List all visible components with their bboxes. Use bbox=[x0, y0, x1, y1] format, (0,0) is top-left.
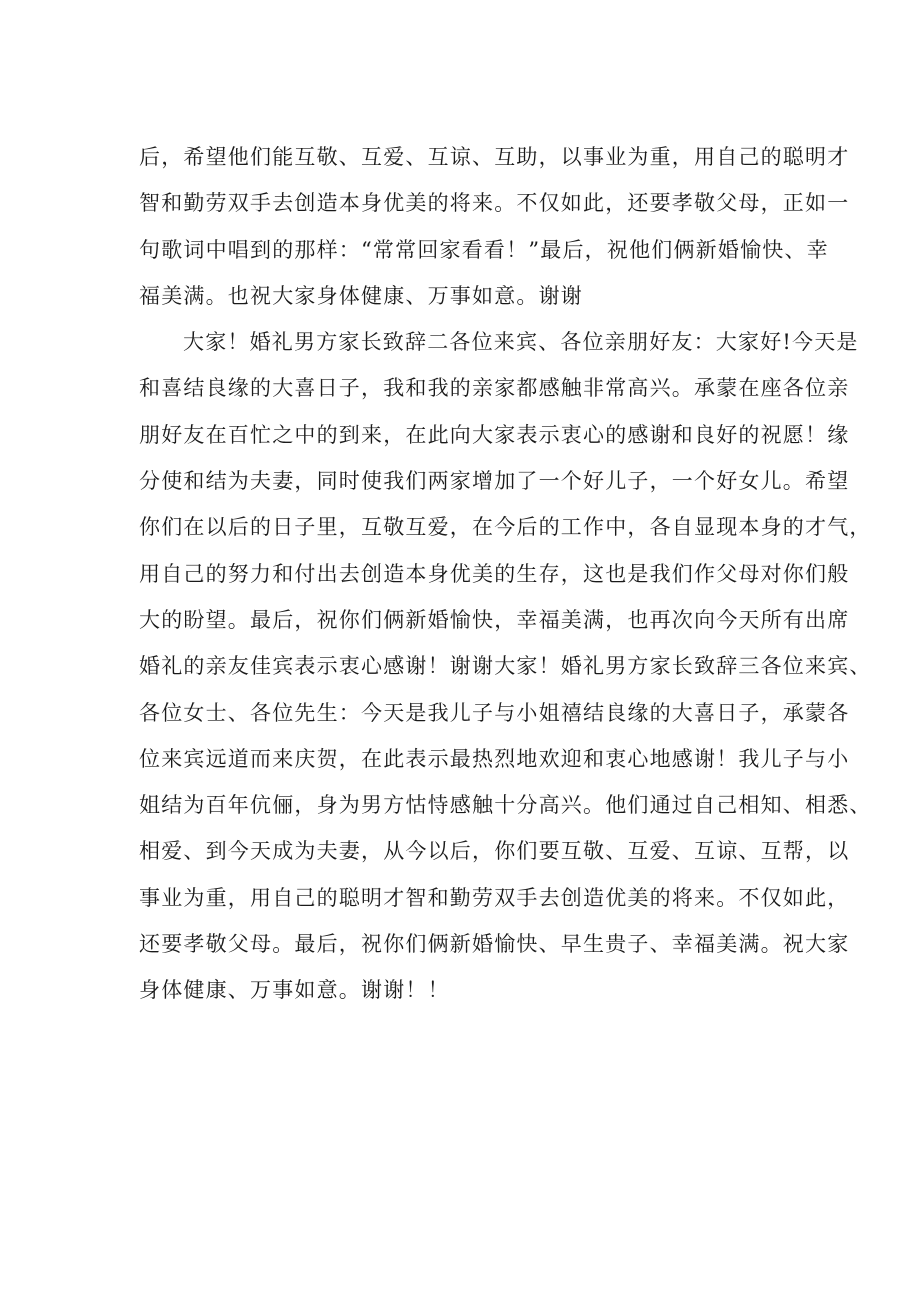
text-line: 你们在以后的日子里，互敬互爱，在今后的工作中，各自显现本身的才气， bbox=[139, 515, 872, 540]
paragraph-start-line: 大家！婚礼男方家长致辞二各位来宾、各位亲朋好友：大家好!今天是 bbox=[183, 330, 859, 355]
text-line: 大的盼望。最后，祝你们俩新婚愉快，幸福美满，也再次向今天所有出席 bbox=[139, 607, 850, 632]
text-line: 和喜结良缘的大喜日子，我和我的亲家都感触非常高兴。承蒙在座各位亲 bbox=[139, 376, 850, 401]
text-line: 身体健康、万事如意。谢谢！！ bbox=[139, 978, 450, 1003]
text-line: 分使和结为夫妻，同时使我们两家增加了一个好儿子，一个好女儿。希望 bbox=[139, 469, 850, 494]
text-line: 智和勤劳双手去创造本身优美的将来。不仅如此，还要孝敬父母，正如一 bbox=[139, 191, 850, 216]
text-line: 后，希望他们能互敬、互爱、互谅、互助，以事业为重，用自己的聪明才 bbox=[139, 145, 850, 169]
text-line: 句歌词中唱到的那样：“常常回家看看！”最后，祝他们俩新婚愉快、幸 bbox=[139, 237, 829, 262]
text-line: 各位女士、各位先生：今天是我儿子与小姐禧结良缘的大喜日子，承蒙各 bbox=[139, 700, 850, 725]
text-line: 还要孝敬父母。最后，祝你们俩新婚愉快、早生贵子、幸福美满。祝大家 bbox=[139, 932, 850, 957]
speech-text bbox=[139, 134, 872, 1014]
text-line: 婚礼的亲友佳宾表示衷心感谢！谢谢大家！婚礼男方家长致辞三各位来宾、 bbox=[139, 654, 872, 679]
text-line: 相爱、到今天成为夫妻，从今以后，你们要互敬、互爱、互谅、互帮，以 bbox=[139, 839, 850, 864]
text-line: 位来宾远道而来庆贺，在此表示最热烈地欢迎和衷心地感谢！我儿子与小 bbox=[139, 746, 850, 771]
text-line: 姐结为百年伉俪，身为男方怙恃感触十分高兴。他们通过自己相知、相悉、 bbox=[139, 793, 872, 818]
text-line: 事业为重，用自己的聪明才智和勤劳双手去创造优美的将来。不仅如此， bbox=[139, 885, 850, 910]
text-line: 福美满。也祝大家身体健康、万事如意。谢谢 bbox=[139, 283, 583, 308]
text-line: 朋好友在百忙之中的到来，在此向大家表示衷心的感谢和良好的祝愿！缘 bbox=[139, 422, 850, 447]
text-line: 用自己的努力和付出去创造本身优美的生存，这也是我们作父母对你们般 bbox=[139, 561, 850, 586]
